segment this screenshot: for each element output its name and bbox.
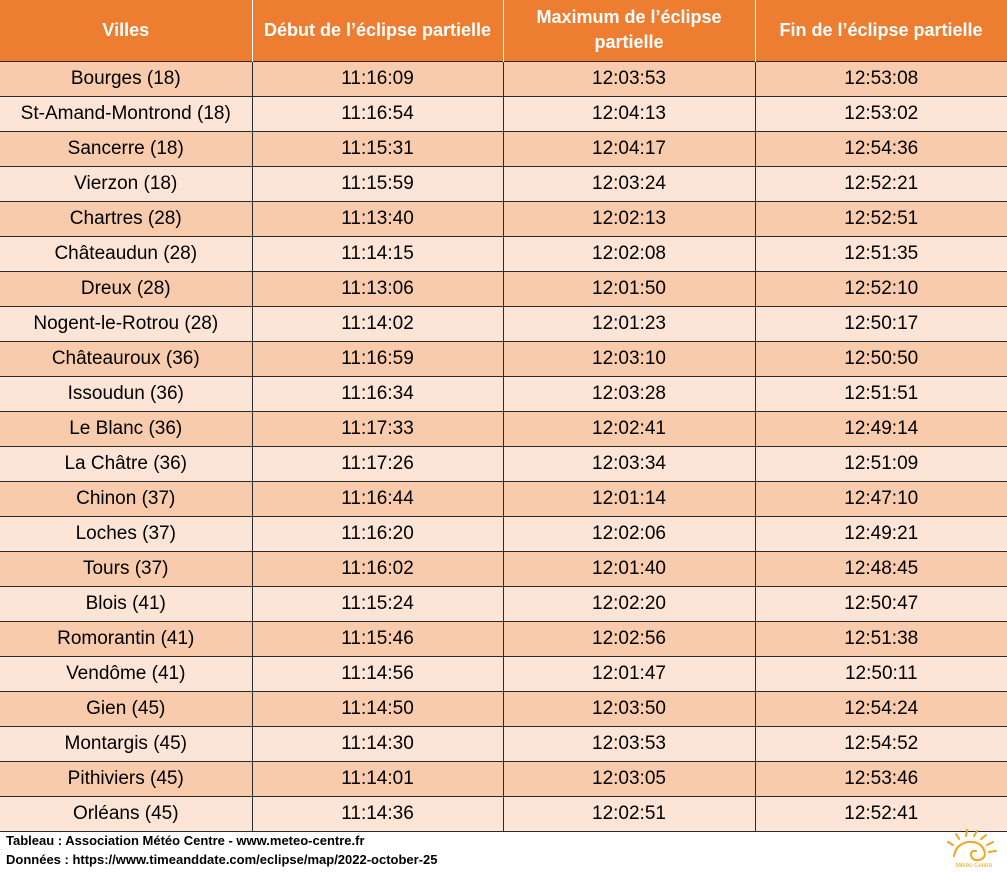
cell-debut: 11:16:02 bbox=[252, 551, 503, 586]
cell-ville: Nogent-le-Rotrou (28) bbox=[0, 306, 252, 341]
cell-ville: La Châtre (36) bbox=[0, 446, 252, 481]
cell-debut: 11:14:02 bbox=[252, 306, 503, 341]
cell-fin: 12:50:17 bbox=[755, 306, 1007, 341]
cell-debut: 11:13:40 bbox=[252, 201, 503, 236]
cell-fin: 12:50:50 bbox=[755, 341, 1007, 376]
cell-maximum: 12:01:47 bbox=[503, 656, 755, 691]
cell-fin: 12:52:51 bbox=[755, 201, 1007, 236]
cell-maximum: 12:03:53 bbox=[503, 61, 755, 96]
cell-ville: Chartres (28) bbox=[0, 201, 252, 236]
table-row bbox=[0, 131, 1007, 166]
cell-debut: 11:14:50 bbox=[252, 691, 503, 726]
cell-debut: 11:15:59 bbox=[252, 166, 503, 201]
cell-fin: 12:51:51 bbox=[755, 376, 1007, 411]
cell-ville: Châteauroux (36) bbox=[0, 341, 252, 376]
cell-maximum: 12:03:53 bbox=[503, 726, 755, 761]
table-row bbox=[0, 516, 1007, 551]
cell-debut: 11:14:30 bbox=[252, 726, 503, 761]
cell-maximum: 12:01:40 bbox=[503, 551, 755, 586]
cell-fin: 12:50:11 bbox=[755, 656, 1007, 691]
cell-fin: 12:54:24 bbox=[755, 691, 1007, 726]
cell-debut: 11:16:44 bbox=[252, 481, 503, 516]
cell-debut: 11:16:54 bbox=[252, 96, 503, 131]
cell-ville: Vierzon (18) bbox=[0, 166, 252, 201]
cell-fin: 12:52:41 bbox=[755, 796, 1007, 831]
cell-fin: 12:52:10 bbox=[755, 271, 1007, 306]
cell-ville: Dreux (28) bbox=[0, 271, 252, 306]
cell-ville: Blois (41) bbox=[0, 586, 252, 621]
cell-maximum: 12:01:14 bbox=[503, 481, 755, 516]
cell-ville: Sancerre (18) bbox=[0, 131, 252, 166]
cell-maximum: 12:03:24 bbox=[503, 166, 755, 201]
table-row bbox=[0, 761, 1007, 796]
cell-fin: 12:53:46 bbox=[755, 761, 1007, 796]
cell-fin: 12:51:38 bbox=[755, 621, 1007, 656]
cell-fin: 12:48:45 bbox=[755, 551, 1007, 586]
table-row bbox=[0, 236, 1007, 271]
table-row bbox=[0, 551, 1007, 586]
table-row bbox=[0, 446, 1007, 481]
header-debut: Début de l’éclipse partielle bbox=[252, 0, 503, 61]
table-row bbox=[0, 166, 1007, 201]
cell-ville: Tours (37) bbox=[0, 551, 252, 586]
table-row bbox=[0, 341, 1007, 376]
cell-ville: Loches (37) bbox=[0, 516, 252, 551]
cell-maximum: 12:03:10 bbox=[503, 341, 755, 376]
cell-fin: 12:50:47 bbox=[755, 586, 1007, 621]
cell-debut: 11:14:36 bbox=[252, 796, 503, 831]
cell-debut: 11:14:15 bbox=[252, 236, 503, 271]
table-row bbox=[0, 61, 1007, 96]
cell-debut: 11:16:59 bbox=[252, 341, 503, 376]
cell-maximum: 12:02:56 bbox=[503, 621, 755, 656]
cell-ville: St-Amand-Montrond (18) bbox=[0, 96, 252, 131]
cell-maximum: 12:02:08 bbox=[503, 236, 755, 271]
cell-fin: 12:54:52 bbox=[755, 726, 1007, 761]
cell-debut: 11:15:31 bbox=[252, 131, 503, 166]
table-body bbox=[0, 61, 1007, 831]
cell-ville: Le Blanc (36) bbox=[0, 411, 252, 446]
cell-maximum: 12:04:13 bbox=[503, 96, 755, 131]
cell-debut: 11:16:20 bbox=[252, 516, 503, 551]
cell-maximum: 12:02:20 bbox=[503, 586, 755, 621]
cell-debut: 11:16:09 bbox=[252, 61, 503, 96]
cell-fin: 12:53:02 bbox=[755, 96, 1007, 131]
cell-maximum: 12:02:41 bbox=[503, 411, 755, 446]
cell-fin: 12:49:14 bbox=[755, 411, 1007, 446]
cell-ville: Montargis (45) bbox=[0, 726, 252, 761]
table-row bbox=[0, 726, 1007, 761]
cell-ville: Romorantin (41) bbox=[0, 621, 252, 656]
cell-ville: Chinon (37) bbox=[0, 481, 252, 516]
footer-data-source: Données : https://www.timeanddate.com/eclipse/map/2022-october-25 bbox=[6, 852, 438, 867]
table-row bbox=[0, 96, 1007, 131]
sun-logo-icon bbox=[946, 829, 1004, 869]
cell-debut: 11:17:26 bbox=[252, 446, 503, 481]
cell-fin: 12:51:09 bbox=[755, 446, 1007, 481]
header-villes: Villes bbox=[0, 0, 252, 61]
cell-fin: 12:53:08 bbox=[755, 61, 1007, 96]
cell-ville: Pithiviers (45) bbox=[0, 761, 252, 796]
table-row bbox=[0, 271, 1007, 306]
table-row bbox=[0, 796, 1007, 831]
header-fin: Fin de l’éclipse partielle bbox=[755, 0, 1007, 61]
table-row bbox=[0, 481, 1007, 516]
cell-debut: 11:13:06 bbox=[252, 271, 503, 306]
cell-fin: 12:52:21 bbox=[755, 166, 1007, 201]
cell-fin: 12:49:21 bbox=[755, 516, 1007, 551]
table-row bbox=[0, 376, 1007, 411]
cell-maximum: 12:03:34 bbox=[503, 446, 755, 481]
cell-maximum: 12:02:13 bbox=[503, 201, 755, 236]
cell-maximum: 12:01:23 bbox=[503, 306, 755, 341]
cell-maximum: 12:01:50 bbox=[503, 271, 755, 306]
cell-maximum: 12:02:06 bbox=[503, 516, 755, 551]
cell-debut: 11:16:34 bbox=[252, 376, 503, 411]
logo-text: Météo Centre bbox=[955, 863, 993, 869]
table-header bbox=[0, 0, 1007, 61]
table-row bbox=[0, 201, 1007, 236]
cell-debut: 11:15:24 bbox=[252, 586, 503, 621]
cell-maximum: 12:03:05 bbox=[503, 761, 755, 796]
header-maximum: Maximum de l’éclipse partielle bbox=[503, 0, 755, 61]
footer-source: Tableau : Association Météo Centre - www.meteo-centre.fr bbox=[6, 833, 365, 848]
cell-debut: 11:14:01 bbox=[252, 761, 503, 796]
cell-ville: Châteaudun (28) bbox=[0, 236, 252, 271]
cell-debut: 11:14:56 bbox=[252, 656, 503, 691]
table-row bbox=[0, 411, 1007, 446]
cell-ville: Gien (45) bbox=[0, 691, 252, 726]
cell-ville: Orléans (45) bbox=[0, 796, 252, 831]
cell-maximum: 12:04:17 bbox=[503, 131, 755, 166]
cell-ville: Issoudun (36) bbox=[0, 376, 252, 411]
table-row bbox=[0, 586, 1007, 621]
cell-maximum: 12:03:50 bbox=[503, 691, 755, 726]
cell-fin: 12:54:36 bbox=[755, 131, 1007, 166]
table-row bbox=[0, 306, 1007, 341]
cell-fin: 12:51:35 bbox=[755, 236, 1007, 271]
header-row bbox=[0, 0, 1007, 61]
cell-debut: 11:15:46 bbox=[252, 621, 503, 656]
cell-maximum: 12:03:28 bbox=[503, 376, 755, 411]
cell-fin: 12:47:10 bbox=[755, 481, 1007, 516]
table-row bbox=[0, 656, 1007, 691]
cell-maximum: 12:02:51 bbox=[503, 796, 755, 831]
table-row bbox=[0, 621, 1007, 656]
cell-debut: 11:17:33 bbox=[252, 411, 503, 446]
cell-ville: Vendôme (41) bbox=[0, 656, 252, 691]
footer bbox=[6, 831, 438, 869]
cell-ville: Bourges (18) bbox=[0, 61, 252, 96]
table-row bbox=[0, 691, 1007, 726]
